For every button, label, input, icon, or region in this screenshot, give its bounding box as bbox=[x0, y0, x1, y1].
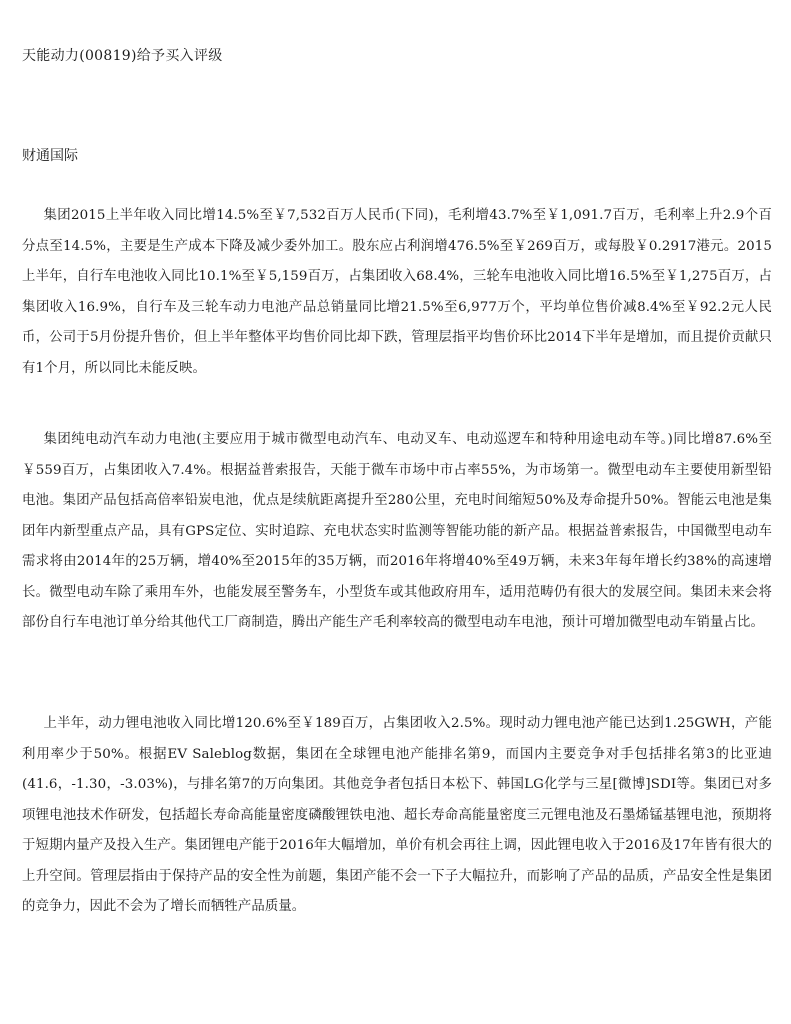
paragraph-1: 集团2015上半年收入同比增14.5%至￥7,532百万人民币(下同)，毛利增43.7%至￥1,091.7百万，毛利率上升2.9个百分点至14.5%，主要是生产成本下降及减少委外加工。股东应占利润增476.5%至￥269百万，或每股￥0.2917港元。2015上半年，自行车电池收入同比10.1%至￥5,159百万，占集团收入68.4%，三轮车电池收入同比增16.5%至￥1,275百万，占集团收入16.9%，自行车及三轮车动力电池产品总销量同比增21.5%至6,977万个，平均单位售价减8.4%至￥92.2元人民币，公司于5月份提升售价，但上半年整体平均售价同比却下跌，管理层指平均售价环比2014下半年是增加，而且提价贡献只有1个月，所以同比未能反映。 bbox=[22, 208, 772, 376]
article-title: 天能动力(00819)给予买入评级 bbox=[22, 48, 223, 64]
article-source: 财通国际 bbox=[22, 148, 78, 164]
paragraph-2: 集团纯电动汽车动力电池(主要应用于城市微型电动汽车、电动叉车、电动巡逻车和特种用途电动车等。)同比增87.6%至￥559百万，占集团收入7.4%。根据益普索报告，天能于微车市场中市占率55%，为市场第一。微型电动车主要使用新型铅电池。集团产品包括高倍率铅炭电池，优点是续航距离提升至280公里，充电时间缩短50%及寿命提升50%。智能云电池是集团年内新型重点产品，具有GPS定位、实时追踪、充电状态实时监测等智能功能的新产品。根据益普索报告，中国微型电动车需求将由2014年的25万辆，增40%至2015年的35万辆，而2016年将增40%至49万辆，未来3年每年增长约38%的高速增长。微型电动车除了乘用车外，也能发展至警务车，小型货车或其他政府用车，适用范畴仍有很大的发展空间。集团未来会将部份自行车电池订单分给其他代工厂商制造，腾出产能生产毛利率较高的微型电动车电池，预计可增加微型电动车销量占比。 bbox=[22, 432, 772, 630]
paragraph-3: 上半年，动力锂电池收入同比增120.6%至￥189百万，占集团收入2.5%。现时动力锂电池产能已达到1.25GWH，产能利用率少于50%。根据EV Saleblog数据，集团在全球锂电池产能排名第9，而国内主要竞争对手包括排名第3的比亚迪(41.6，-1.30，-3.03%)，与排名第7的万向集团。其他竞争者包括日本松下、韩国LG化学与三星[微博]SDI等。集团已对多项锂电池技术作研发，包括超长寿命高能量密度磷酸锂铁电池、超长寿命高能量密度三元锂电池及石墨烯锰基锂电池，预期将于短期内量产及投入生产。集团锂电产能于2016年大幅增加，单价有机会再往上调，因此锂电收入于2016及17年皆有很大的上升空间。管理层指由于保持产品的安全性为前题，集团产能不会一下子大幅拉升，而影响了产品的品质，产品安全性是集团的竞争力，因此不会为了增长而牺牲产品质量。 bbox=[22, 716, 772, 914]
